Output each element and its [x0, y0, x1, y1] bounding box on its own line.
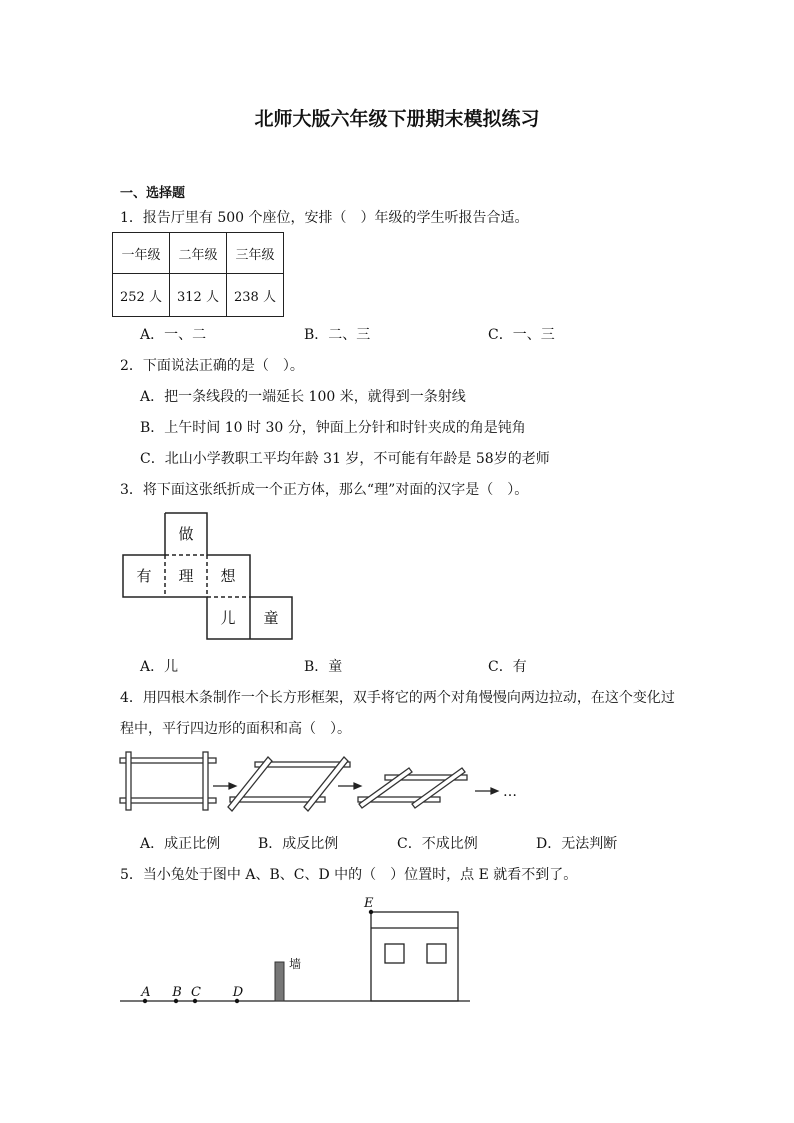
q3-option-a: A．儿 — [140, 659, 179, 675]
table-header-cell: 一年级 — [113, 233, 170, 274]
point-e-label: E — [364, 896, 374, 911]
q2-option-a: A．把一条线段的一端延长 100 米，就得到一条射线 — [140, 389, 466, 405]
q4-option-c: C．不成比例 — [397, 836, 478, 852]
q1-option-b: B．二、三 — [304, 327, 371, 343]
q1-option-a: A．一、二 — [140, 327, 207, 343]
question-2-text: 2．下面说法正确的是（ ）。 — [120, 358, 304, 374]
net-cell-zuo: 做 — [178, 525, 194, 543]
net-cell-you: 有 — [136, 567, 152, 585]
q4-option-b: B．成反比例 — [258, 836, 339, 852]
table-header-cell: 二年级 — [170, 233, 227, 274]
question-3-text: 3．将下面这张纸折成一个正方体，那么“理”对面的汉字是（ ）。 — [120, 482, 529, 498]
point-c-label: C — [191, 985, 201, 1000]
q2-option-c: C．北山小学教职工平均年龄 31 岁，不可能有年龄是 58岁的老师 — [140, 451, 550, 467]
page-title: 北师大版六年级下册期末模拟练习 — [254, 108, 540, 130]
point-a-label: A — [141, 985, 151, 1000]
q1-option-c: C．一、三 — [488, 327, 555, 343]
net-cell-er: 儿 — [220, 609, 236, 627]
table-value-cell: 312 人 — [170, 274, 227, 317]
building — [371, 912, 458, 1001]
point-b-label: B — [172, 985, 182, 1000]
table-value-cell: 252 人 — [113, 274, 170, 317]
question-4-text-line2: 程中，平行四边形的面积和高（ ）。 — [120, 721, 351, 737]
wall-label: 墙 — [289, 957, 302, 971]
net-cell-li: 理 — [178, 567, 194, 585]
question-5-text: 5．当小兔处于图中 A、B、C、D 中的（ ）位置时，点 E 就看不到了。 — [120, 867, 578, 883]
q3-option-c: C．有 — [488, 659, 527, 675]
table-value-cell: 238 人 — [227, 274, 284, 317]
q3-option-b: B．童 — [304, 659, 343, 675]
question-1-text: 1．报告厅里有 500 个座位，安排（ ）年级的学生听报告合适。 — [120, 210, 529, 226]
q4-option-d: D．无法判断 — [536, 836, 618, 852]
net-cell-xiang: 想 — [220, 567, 236, 585]
building-window — [385, 944, 404, 963]
net-cell-tong: 童 — [263, 609, 279, 627]
ellipsis: … — [503, 784, 517, 800]
q2-option-b: B．上午时间 10 时 30 分，钟面上分针和时针夹成的角是钝角 — [140, 420, 526, 436]
wall — [275, 962, 284, 1001]
question-4-text-line1: 4．用四根木条制作一个长方形框架，双手将它的两个对角慢慢向两边拉动，在这个变化过 — [120, 690, 675, 706]
building-window — [427, 944, 446, 963]
section-heading: 一、选择题 — [120, 186, 186, 201]
point-d-label: D — [232, 985, 244, 1000]
table-header-cell: 三年级 — [227, 233, 284, 274]
q4-option-a: A．成正比例 — [140, 836, 221, 852]
